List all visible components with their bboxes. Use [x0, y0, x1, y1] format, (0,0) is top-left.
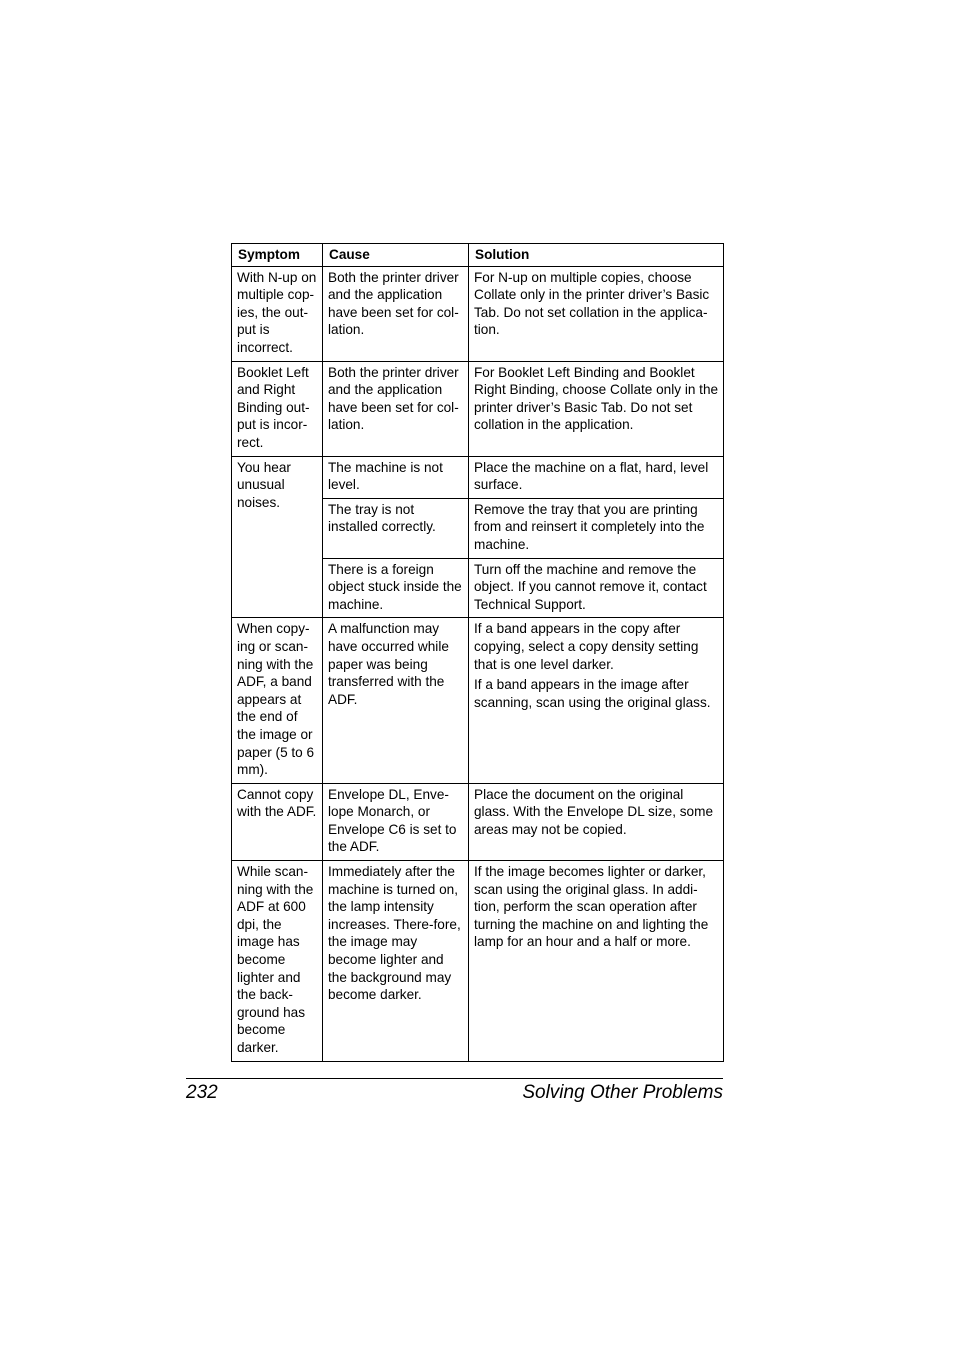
- symptom-cell: When copy-ing or scan-ning with the ADF, a band appears at the end of the image or paper (5 to 6 mm).: [232, 618, 323, 783]
- cause-cell: The tray is not installed correctly.: [323, 498, 469, 558]
- symptom-cell: With N-up on multiple cop-ies, the out-put is incorrect.: [232, 266, 323, 361]
- header-cause: Cause: [323, 244, 469, 267]
- solution-cell: [469, 456, 724, 498]
- solution-cell: [469, 558, 724, 618]
- header-symptom: Symptom: [232, 244, 323, 267]
- table-row: [232, 618, 724, 783]
- table-row: [232, 783, 724, 860]
- symptom-cell: Booklet Left and Right Binding out-put is incor-rect.: [232, 361, 323, 456]
- solution-cell: [469, 266, 724, 361]
- cause-cell: There is a foreign object stuck inside the machine.: [323, 558, 469, 618]
- cause-cell: Both the printer driver and the application have been set for col-lation.: [323, 361, 469, 456]
- symptom-cell: You hear unusual noises.: [232, 456, 323, 618]
- solution-cell: [469, 861, 724, 1062]
- cause-cell: A malfunction may have occurred while paper was being transferred with the ADF.: [323, 618, 469, 783]
- solution-cell: [469, 498, 724, 558]
- cause-cell: Both the printer driver and the application have been set for col-lation.: [323, 266, 469, 361]
- table-row: [232, 361, 724, 456]
- solution-text: For N-up on multiple copies, choose Collate only in the printer driver’s Basic Tab. Do not set collation in the applica-tion.: [474, 269, 710, 338]
- solution-cell: [469, 783, 724, 860]
- table-row: [232, 266, 724, 361]
- solution-text: If a band appears in the copy after copying, select a copy density setting that is one level darker.: [474, 621, 699, 672]
- table-header-row: [232, 244, 724, 267]
- footer-divider: [186, 1078, 723, 1079]
- header-solution: Solution: [469, 244, 724, 267]
- cause-cell: The machine is not level.: [323, 456, 469, 498]
- cause-cell: Immediately after the machine is turned on, the lamp intensity increases. There-fore, the image may become lighter and the background may become darker.: [323, 861, 469, 1062]
- symptom-cell: While scan-ning with the ADF at 600 dpi, the image has become lighter and the back-ground has become darker.: [232, 861, 323, 1062]
- solution-text: Turn off the machine and remove the object. If you cannot remove it, contact Technical Support.: [474, 561, 707, 612]
- table-row: [232, 456, 724, 498]
- page-number: 232: [186, 1082, 218, 1103]
- footer-section-title: Solving Other Problems: [522, 1082, 723, 1103]
- solution-text: For Booklet Left Binding and Booklet Right Binding, choose Collate only in the printer driver’s Basic Tab. Do not set collation in the application.: [474, 364, 719, 433]
- solution-cell: [469, 361, 724, 456]
- solution-text: Place the machine on a flat, hard, level surface.: [474, 459, 709, 493]
- solution-text: If the image becomes lighter or darker, scan using the original glass. In addi-tion, perform the scan operation after turning the machine on and lighting the lamp for an hour and a half or more.: [474, 864, 709, 950]
- cause-cell: Envelope DL, Enve-lope Monarch, or Envelope C6 is set to the ADF.: [323, 783, 469, 860]
- table-row: [232, 861, 724, 1062]
- solution-text: Remove the tray that you are printing from and reinsert it completely into the machine.: [474, 501, 705, 552]
- solution-text: If a band appears in the image after scanning, scan using the original glass.: [474, 677, 711, 710]
- symptom-cell: Cannot copy with the ADF.: [232, 783, 323, 860]
- solution-cell: [469, 618, 724, 783]
- troubleshooting-table: [231, 243, 724, 1062]
- solution-text: Place the document on the original glass. With the Envelope DL size, some areas may not be copied.: [474, 786, 714, 837]
